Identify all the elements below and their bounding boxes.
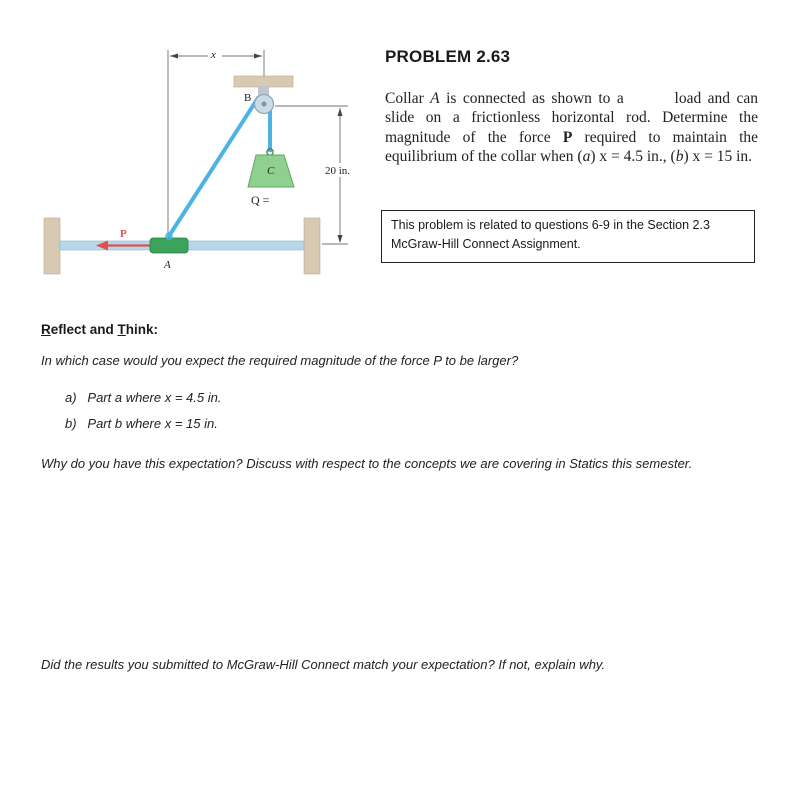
option-a: a) Part a where x = 4.5 in. [65,390,222,405]
label-b: B [244,92,252,104]
dim-arrow-bottom [338,235,343,243]
label-q: Q = [251,193,270,207]
left-support [44,218,60,274]
option-b: b) Part b where x = 15 in. [65,416,218,431]
question-2: Why do you have this expectation? Discuss with respect to the concepts we are covering in Statics this semester. [41,456,693,471]
right-support [304,218,320,274]
note-line-2: McGraw-Hill Connect Assignment. [391,237,581,251]
ceiling-support [234,76,293,87]
collar-pulley-figure [0,0,380,290]
x-dimension-arrow-right [254,54,262,59]
problem-statement: Collar A is connected as shown to a load and can slide on a frictionless horizontal rod. Determine the magnitude of the force P required to maintain the equilibrium of the collar when (a) x = 4.5 in., (b) x = 15 in. [385,90,758,165]
label-20-in: 20 in. [325,165,351,177]
note-line-1: This problem is related to questions 6-9 in the Section 2.3 [391,218,710,232]
label-c: C [267,165,275,177]
question-3: Did the results you submitted to McGraw-Hill Connect match your expectation? If not, explain why. [41,657,606,672]
problem-title: PROBLEM 2.63 [385,47,511,66]
cable-collar-to-pulley [169,98,258,236]
x-dimension-arrow-left [170,54,178,59]
pulley-b-hub [262,102,267,107]
label-p: P [120,228,127,240]
related-questions-note [381,210,755,263]
reflect-think-heading: Reflect and Think: [41,322,159,337]
label-x: x [211,49,216,61]
question-1: In which case would you expect the required magnitude of the force P to be larger? [41,353,519,368]
label-a: A [164,259,171,271]
dim-arrow-top [338,108,343,116]
collar-a [150,238,188,253]
